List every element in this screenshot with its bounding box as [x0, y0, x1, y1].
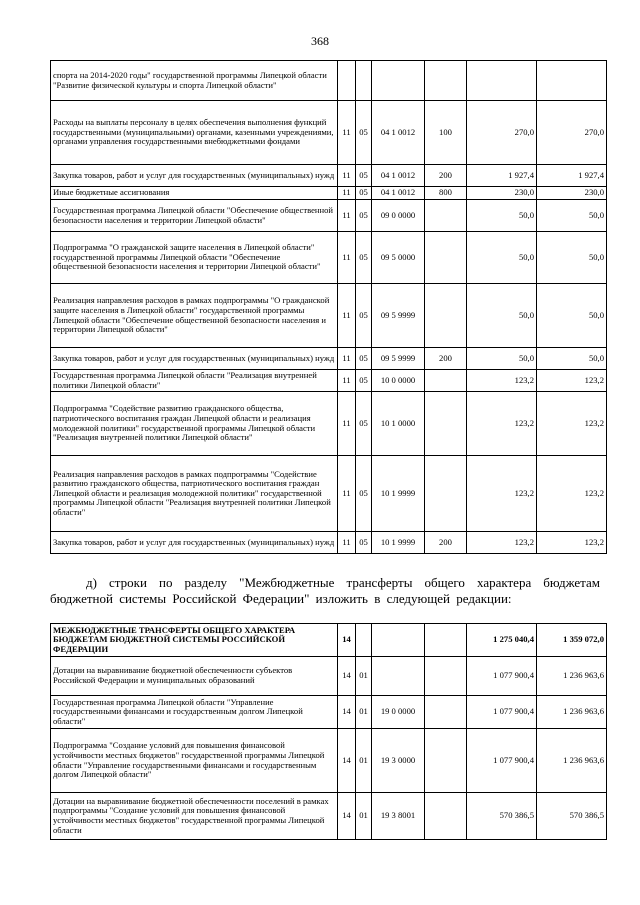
row-name: Государственная программа Липецкой области "Реализация внутренней политики Липецкой области": [51, 370, 338, 392]
row-name: Дотации на выравнивание бюджетной обеспеченности субъектов Российской Федерации и муниципальных образований: [51, 657, 338, 696]
subsection-code: 01: [356, 696, 372, 729]
amount-year-1: 1 077 900,4: [467, 696, 537, 729]
expense-type-code: 200: [425, 532, 467, 554]
table-row: [51, 370, 607, 392]
target-article-code: 10 1 0000: [372, 392, 425, 456]
section-code: 11: [338, 370, 356, 392]
amount-year-2: 270,0: [537, 101, 607, 165]
amount-year-1: 270,0: [467, 101, 537, 165]
amount-year-1: 50,0: [467, 348, 537, 370]
amount-year-2: 50,0: [537, 200, 607, 232]
target-article-code: 19 3 8001: [372, 793, 425, 840]
table-row: [51, 696, 607, 729]
row-name: МЕЖБЮДЖЕТНЫЕ ТРАНСФЕРТЫ ОБЩЕГО ХАРАКТЕРА БЮДЖЕТАМ БЮДЖЕТНОЙ СИСТЕМЫ РОССИЙСКОЙ ФЕДЕРАЦИИ: [51, 624, 338, 657]
amount-year-1: 123,2: [467, 456, 537, 532]
amount-year-2: [537, 61, 607, 101]
table-row: [51, 200, 607, 232]
amount-year-2: 50,0: [537, 348, 607, 370]
amount-year-1: 230,0: [467, 187, 537, 200]
row-name: Подпрограмма "Содействие развитию гражданского общества, патриотического воспитания граждан Липецкой области и реализация молодежной политики" государственной программы Липецкой области "Реализация внутренней политики Липецкой области": [51, 392, 338, 456]
amount-year-2: 1 236 963,6: [537, 729, 607, 793]
subsection-code: 05: [356, 456, 372, 532]
target-article-code: 10 1 9999: [372, 532, 425, 554]
table-row: [51, 793, 607, 840]
row-name: Подпрограмма "Создание условий для повышения финансовой устойчивости местных бюджетов" государственной программы Липецкой области "Управление государственными финансами и государственным долгом Липецкой области": [51, 729, 338, 793]
target-article-code: [372, 657, 425, 696]
section-code: 11: [338, 348, 356, 370]
expense-type-code: 200: [425, 165, 467, 187]
table-row: [51, 392, 607, 456]
amount-year-1: 123,2: [467, 392, 537, 456]
section-code: 11: [338, 187, 356, 200]
subsection-code: 05: [356, 348, 372, 370]
budget-table-section-11: [50, 60, 607, 554]
amount-year-1: 1 077 900,4: [467, 657, 537, 696]
table-row: [51, 624, 607, 657]
subsection-code: 05: [356, 187, 372, 200]
row-name: Иные бюджетные ассигнования: [51, 187, 338, 200]
amount-year-2: 1 236 963,6: [537, 696, 607, 729]
amount-year-2: 1 927,4: [537, 165, 607, 187]
amount-year-2: 123,2: [537, 370, 607, 392]
amount-year-1: 1 927,4: [467, 165, 537, 187]
target-article-code: 09 5 0000: [372, 232, 425, 284]
expense-type-code: [425, 61, 467, 101]
target-article-code: 10 1 9999: [372, 456, 425, 532]
table-row: [51, 187, 607, 200]
target-article-code: 19 0 0000: [372, 696, 425, 729]
subsection-code: 05: [356, 200, 372, 232]
target-article-code: 10 0 0000: [372, 370, 425, 392]
expense-type-code: [425, 657, 467, 696]
table-row: [51, 456, 607, 532]
expense-type-code: [425, 456, 467, 532]
subsection-code: [356, 624, 372, 657]
expense-type-code: [425, 392, 467, 456]
expense-type-code: [425, 624, 467, 657]
amount-year-1: 123,2: [467, 532, 537, 554]
table-row: [51, 101, 607, 165]
table-row: [51, 61, 607, 101]
expense-type-code: 100: [425, 101, 467, 165]
subsection-code: 05: [356, 165, 372, 187]
target-article-code: 19 3 0000: [372, 729, 425, 793]
section-code: 11: [338, 165, 356, 187]
section-code: 14: [338, 657, 356, 696]
table-row: [51, 232, 607, 284]
target-article-code: [372, 624, 425, 657]
subsection-code: 05: [356, 532, 372, 554]
section-code: 11: [338, 284, 356, 348]
target-article-code: 04 1 0012: [372, 101, 425, 165]
row-name: Государственная программа Липецкой области "Управление государственными финансами и государственным долгом Липецкой области": [51, 696, 338, 729]
amount-year-1: 1 275 040,4: [467, 624, 537, 657]
page-number: 368: [311, 34, 329, 48]
subsection-code: 05: [356, 370, 372, 392]
expense-type-code: 800: [425, 187, 467, 200]
row-name: спорта на 2014-2020 годы" государственной программы Липецкой области "Развитие физической культуры и спорта Липецкой области": [51, 61, 338, 101]
subsection-code: 05: [356, 101, 372, 165]
expense-type-code: [425, 696, 467, 729]
target-article-code: 04 1 0012: [372, 165, 425, 187]
amount-year-1: 570 386,5: [467, 793, 537, 840]
table-row: [51, 532, 607, 554]
amount-year-2: 123,2: [537, 392, 607, 456]
row-name: Государственная программа Липецкой области "Обеспечение общественной безопасности населения и территории Липецкой области": [51, 200, 338, 232]
subsection-code: 05: [356, 392, 372, 456]
table-row: [51, 284, 607, 348]
row-name: Закупка товаров, работ и услуг для государственных (муниципальных) нужд: [51, 165, 338, 187]
target-article-code: 09 0 0000: [372, 200, 425, 232]
amount-year-2: 1 359 072,0: [537, 624, 607, 657]
amount-year-1: 50,0: [467, 232, 537, 284]
row-name: Подпрограмма "О гражданской защите населения в Липецкой области" государственной программы Липецкой области "Обеспечение общественной безопасности населения и территории Липецкой области": [51, 232, 338, 284]
subsection-code: 05: [356, 284, 372, 348]
row-name: Закупка товаров, работ и услуг для государственных (муниципальных) нужд: [51, 532, 338, 554]
amount-year-1: 1 077 900,4: [467, 729, 537, 793]
amount-year-2: 123,2: [537, 532, 607, 554]
row-name: Расходы на выплаты персоналу в целях обеспечения выполнения функций государственными (муниципальными) органами, казенными учреждениями, органами управления государственными внебюджетными фондами: [51, 101, 338, 165]
amount-year-2: 1 236 963,6: [537, 657, 607, 696]
table-row: [51, 729, 607, 793]
section-code: 14: [338, 624, 356, 657]
expense-type-code: [425, 729, 467, 793]
amount-year-2: 50,0: [537, 284, 607, 348]
row-name: Дотации на выравнивание бюджетной обеспеченности поселений в рамках подпрограммы "Создание условий для повышения финансовой устойчивости местных бюджетов" государственной программы Липецкой области: [51, 793, 338, 840]
section-code: 11: [338, 392, 356, 456]
subsection-code: 05: [356, 232, 372, 284]
amount-year-1: 50,0: [467, 284, 537, 348]
row-name: Закупка товаров, работ и услуг для государственных (муниципальных) нужд: [51, 348, 338, 370]
expense-type-code: 200: [425, 348, 467, 370]
section-code: 11: [338, 232, 356, 284]
section-code: 11: [338, 456, 356, 532]
budget-table-section-14: [50, 623, 607, 840]
subsection-code: 01: [356, 729, 372, 793]
amount-year-2: 50,0: [537, 232, 607, 284]
subsection-code: [356, 61, 372, 101]
target-article-code: 04 1 0012: [372, 187, 425, 200]
amount-year-2: 230,0: [537, 187, 607, 200]
section-code: 14: [338, 696, 356, 729]
amount-year-1: 50,0: [467, 200, 537, 232]
subsection-code: 01: [356, 657, 372, 696]
amendment-instruction: д) строки по разделу "Межбюджетные трансферты общего характера бюджетам бюджетной системы Российской Федерации" изложить в следующей редакции:: [50, 575, 600, 606]
expense-type-code: [425, 200, 467, 232]
amount-year-2: 123,2: [537, 456, 607, 532]
amount-year-1: 123,2: [467, 370, 537, 392]
expense-type-code: [425, 284, 467, 348]
row-name: Реализация направления расходов в рамках подпрограммы "О гражданской защите населения в Липецкой области" государственной программы Липецкой области "Обеспечение общественной безопасности населения и территории Липецкой области": [51, 284, 338, 348]
subsection-code: 01: [356, 793, 372, 840]
row-name: Реализация направления расходов в рамках подпрограммы "Содействие развитию гражданского общества, патриотического воспитания граждан Липецкой области и реализация молодежной политики" государственной программы Липецкой области "Реализация внутренней политики Липецкой области": [51, 456, 338, 532]
expense-type-code: [425, 793, 467, 840]
target-article-code: 09 5 9999: [372, 284, 425, 348]
section-code: 11: [338, 532, 356, 554]
expense-type-code: [425, 370, 467, 392]
section-code: 14: [338, 793, 356, 840]
section-code: 11: [338, 101, 356, 165]
amount-year-1: [467, 61, 537, 101]
section-code: 14: [338, 729, 356, 793]
section-code: [338, 61, 356, 101]
amount-year-2: 570 386,5: [537, 793, 607, 840]
target-article-code: 09 5 9999: [372, 348, 425, 370]
table-row: [51, 657, 607, 696]
table-row: [51, 348, 607, 370]
expense-type-code: [425, 232, 467, 284]
table-row: [51, 165, 607, 187]
section-code: 11: [338, 200, 356, 232]
target-article-code: [372, 61, 425, 101]
